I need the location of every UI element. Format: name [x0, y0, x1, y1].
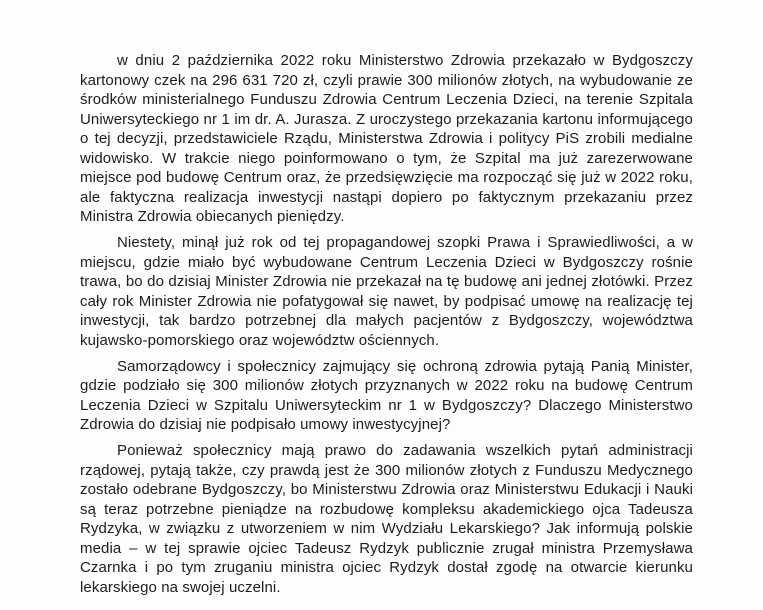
paragraph-question-to-minister: Samorządowcy i społecznicy zajmujący się ochroną zdrowia pytają Panią Minister, gdzie podziało się 300 milionów złotych przyznanych w 2022 roku na budowę Centrum Leczenia Dzieci w Szpitalu Uniwersyteckim nr 1 w Bydgoszczy? Dlaczego Ministerstwo Zdrowia do dzisiaj nie podpisało umowy inwestycyjnej? — [80, 357, 693, 433]
paragraph-year-later-no-funds: Niestety, minął już rok od tej propagandowej szopki Prawa i Sprawiedliwości, a w miejscu, gdzie miało być wybudowane Centrum Leczenia Dzieci w Bydgoszczy rośnie trawa, bo do dzisiaj Minister Zdrowia nie przekazał na tę budowę ani jednej złotówki. Przez cały rok Minister Zdrowia nie pofatygował się nawet, by podpisać umowę na realizację tej inwestycji, tak bardzo potrzebnej dla małych pacjentów z Bydgoszczy, województwa kujawsko-pomorskiego oraz województw ościennych. — [80, 234, 693, 349]
paragraph-check-handover: w dniu 2 października 2022 roku Ministerstwo Zdrowia przekazało w Bydgoszczy kartonowy czek na 296 631 720 zł, czyli prawie 300 milionów złotych, na wybudowanie ze środków ministerialnego Funduszu Zdrowia Centrum Leczenia Dzieci, na terenie Szpitala Uniwersyteckiego nr 1 im dr. A. Jurasza. Z uroczystego przekazania kartonu informującego o tej decyzji, przedstawiciele Rządu, Ministerstwa Zdrowia i politycy PiS zrobili medialne widowisko. W trakcie niego poinformowano o tym, że Szpital ma już zarezerwowane miejsce pod budowę Centrum oraz, że przedsięwzięcie ma rozpocząć się już w 2022 roku, ale faktyczna realizacja inwestycji nastąpi dopiero po faktycznym przekazaniu przez Ministra Zdrowia obiecanych pieniędzy. — [80, 52, 693, 225]
document-body — [80, 51, 693, 597]
paragraph-medical-fund-question: Ponieważ społecznicy mają prawo do zadawania wszelkich pytań administracji rządowej, pytają także, czy prawdą jest że 300 milionów złotych z Funduszu Medycznego zostało odebrane Bydgoszczy, bo Ministerstwu Zdrowia oraz Ministerstwu Edukacji i Nauki są teraz potrzebne pieniądze na rozbudowę kompleksu akademickiego ojca Tadeusza Rydzyka, w związku z utworzeniem w nim Wydziału Lekarskiego? Jak informują polskie media – w tej sprawie ojciec Tadeusz Rydzyk publicznie zrugał ministra Przemysława Czarnka i po tym zruganiu ministra ojciec Rydzyk dostał zgodę na otwarcie kierunku lekarskiego na swojej uczelni. — [80, 442, 693, 596]
